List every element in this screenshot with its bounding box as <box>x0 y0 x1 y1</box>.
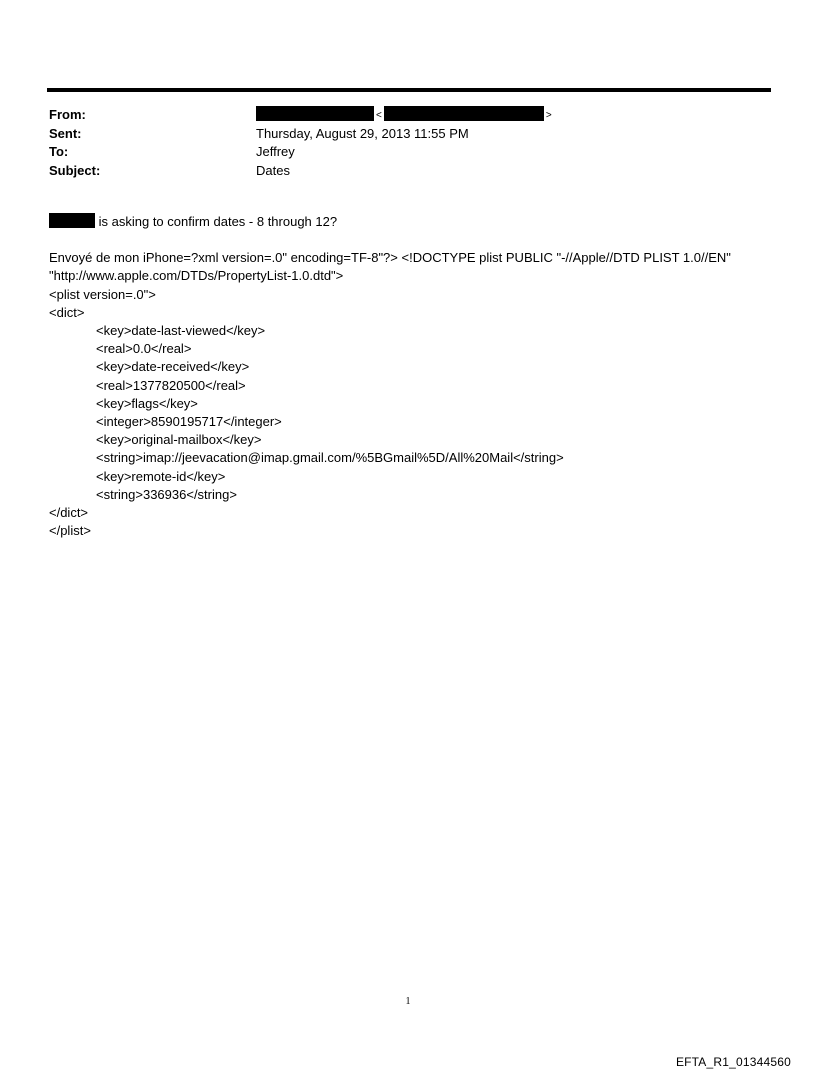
body-first-line <box>49 213 779 231</box>
to-row <box>49 143 769 162</box>
body-line: <integer>8590195717</integer> <box>96 414 282 430</box>
body-line: </plist> <box>49 523 91 539</box>
from-row <box>49 106 769 125</box>
body-line: <key>original-mailbox</key> <box>96 432 262 448</box>
to-label: To: <box>49 144 69 159</box>
body-line: </dict> <box>49 505 89 521</box>
sent-row <box>49 125 769 144</box>
body-line: "http://www.apple.com/DTDs/PropertyList-1.0.dtd"> <box>49 268 344 284</box>
body-line: <string>imap://jeevacation@imap.gmail.com/%5BGmail%5D/All%20Mail</string> <box>96 450 564 466</box>
from-value <box>256 106 554 126</box>
body-first-line-text: is asking to confirm dates - 8 through 12? <box>98 214 338 229</box>
sent-label: Sent: <box>49 125 82 141</box>
from-open-bracket: < <box>376 110 382 121</box>
body-line: <dict> <box>49 304 85 320</box>
body-line: <real>0.0</real> <box>96 341 192 357</box>
top-divider <box>47 88 771 92</box>
redaction-block <box>49 213 95 228</box>
to-value: Jeffrey <box>256 144 295 159</box>
body-line: <plist version=.0"> <box>49 286 156 302</box>
body-line: <key>flags</key> <box>96 395 198 411</box>
email-body <box>49 213 779 540</box>
body-line: <key>date-received</key> <box>96 359 250 375</box>
body-line: <key>remote-id</key> <box>96 468 226 484</box>
subject-value: Dates <box>256 162 290 178</box>
redaction-block <box>384 106 544 121</box>
email-header <box>49 106 769 180</box>
from-label: From: <box>49 107 86 122</box>
body-line: <key>date-last-viewed</key> <box>96 323 266 339</box>
document-id: EFTA_R1_01344560 <box>675 1055 791 1069</box>
sent-value: Thursday, August 29, 2013 11:55 PM <box>256 125 469 141</box>
from-close-bracket: > <box>545 110 552 121</box>
body-line: Envoyé de mon iPhone=?xml version=.0" encoding=TF-8"?> <!DOCTYPE plist PUBLIC "-//Apple//DTD PLIST 1.0//EN" <box>49 250 731 266</box>
body-line: <real>1377820500</real> <box>96 377 246 393</box>
redaction-block <box>256 106 374 121</box>
body-line: <string>336936</string> <box>96 486 237 502</box>
subject-label: Subject: <box>49 162 101 178</box>
page-number: 1 <box>405 996 411 1007</box>
subject-row <box>49 162 769 181</box>
